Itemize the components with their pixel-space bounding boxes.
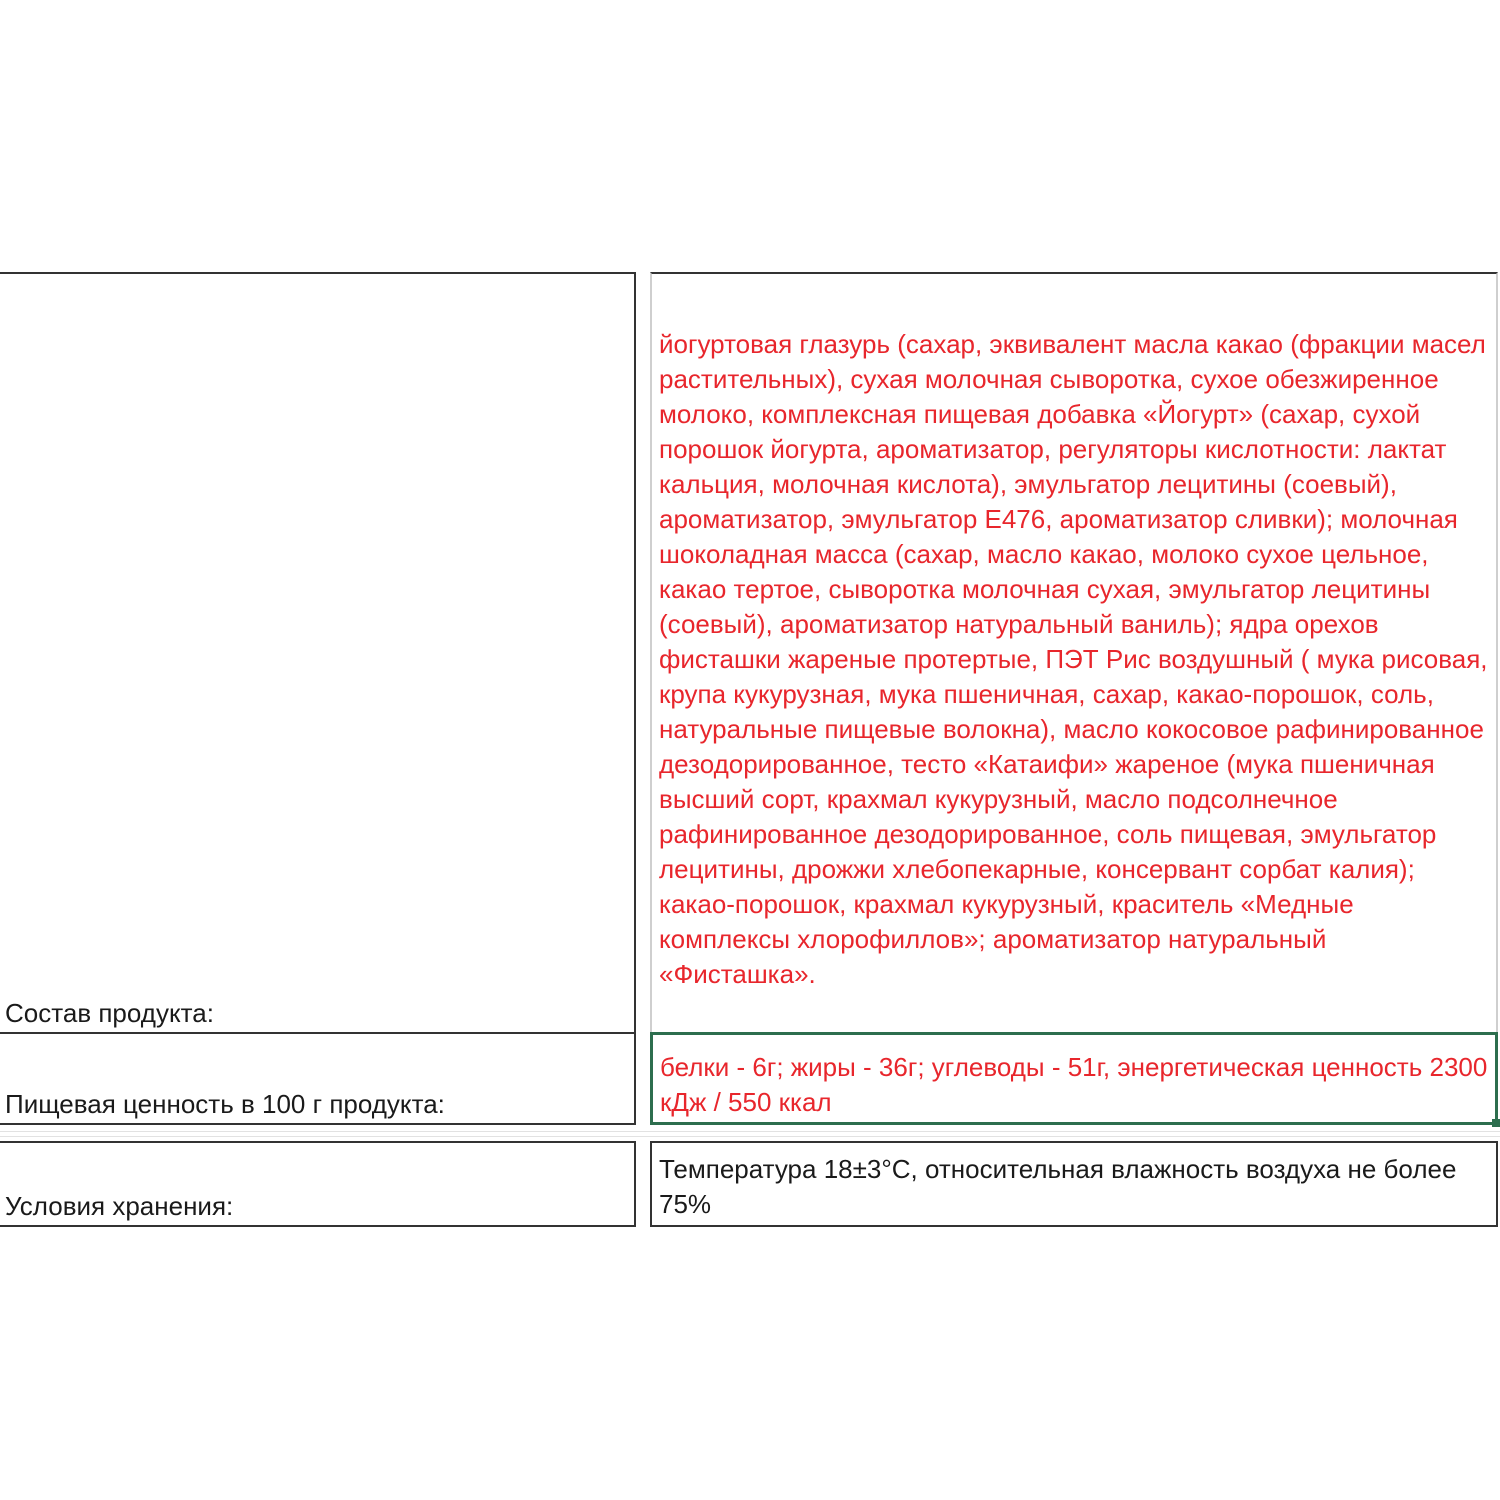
fill-handle[interactable] (1492, 1119, 1500, 1127)
label-nutrition-text: Пищевая ценность в 100 г продукта: (5, 1089, 445, 1119)
label-storage-text: Условия хранения: (5, 1191, 234, 1221)
value-nutrition-text: белки - 6г; жиры - 36г; углеводы - 51г, энергетическая ценность 2300 кДж / 550 ккал (660, 1052, 1488, 1117)
label-composition-text: Состав продукта: (5, 998, 214, 1028)
value-storage-text: Температура 18±3°С, относительная влажность воздуха не более 75% (659, 1154, 1457, 1219)
label-composition (0, 272, 636, 1034)
value-composition[interactable] (650, 272, 1498, 1034)
value-composition-text: йогуртовая глазурь (сахар, эквивалент масла какао (фракции масел растительных), сухая молочная сыворотка, сухое обезжиренное молоко, комплексная пищевая добавка «Йогурт» (сахар, сухой порошок йогурта, ароматизатор, регуляторы кислотности: лактат кальция, молочная кислота), эмульгатор лецитины (соевый), ароматизатор, эмульгатор Е476, ароматизатор сливки); молочная шоколадная масса (сахар, масло какао, молоко сухое цельное, какао тертое, сыворотка молочная сухая, эмульгатор лецитины (соевый), ароматизатор натуральный ваниль); ядра орехов фисташки жареные протертые, ПЭТ Рис воздушный ( мука рисовая, крупа кукурузная, мука пшеничная, сахар, какао-порошок, соль, натуральные пищевые волокна), масло кокосовое рафинированное дезодорированное, тесто «Катаифи» жареное (мука пшеничная высший сорт, крахмал кукурузный, масло подсолнечное рафинированное дезодорированное, соль пищевая, эмульгатор лецитины, дрожжи хлебопекарные, консервант сорбат калия); какао-порошок, крахмал кукурузный, краситель «Медные комплексы хлорофиллов»; ароматизатор натуральный «Фисташка». (659, 329, 1488, 989)
value-nutrition-selected-cell[interactable] (650, 1032, 1498, 1125)
label-nutrition (0, 1032, 636, 1125)
value-storage[interactable] (650, 1141, 1498, 1227)
label-storage (0, 1141, 636, 1227)
